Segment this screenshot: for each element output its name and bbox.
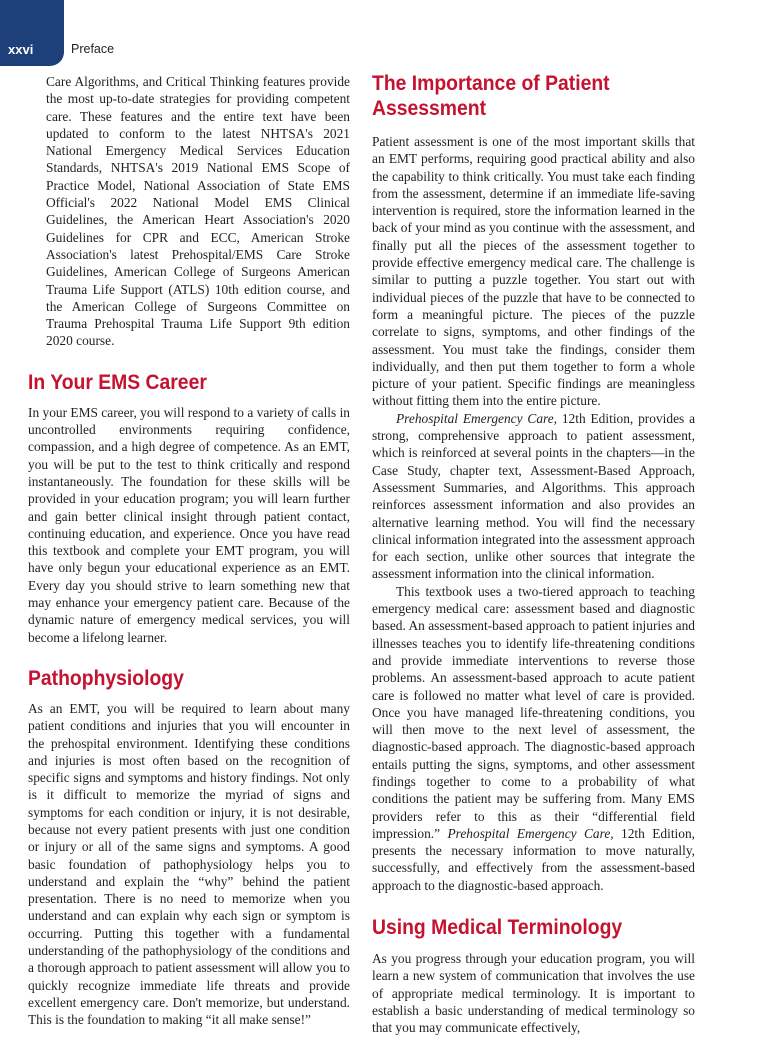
book-title: Prehospital Emergency Care, bbox=[447, 825, 614, 841]
section-heading-medical-terminology: Using Medical Terminology bbox=[372, 915, 623, 940]
left-column bbox=[28, 73, 350, 1029]
patient-assessment-paragraph-2 bbox=[372, 410, 695, 583]
ems-career-paragraph: In your EMS career, you will respond to a variety of calls in uncontrolled environments requiring confidence, compassion, and a high degree of competence. As an EMT, you will be put to the test to think critically and respond instantaneously. The foundation for these skills will be provided in your education program; you will learn further and gain better clinical insight through patient contact, continuing education, and experience. Once you have read this textbook and complete your EMT program, you will have only begun your educational experience as an EMT. Every day you should strive to learn something new that may enhance your emergency patient care. Because of the dynamic nature of emergency medical services, you will become a lifelong learner. bbox=[28, 404, 350, 645]
patient-assessment-paragraph-1: Patient assessment is one of the most important skills that an EMT performs, requiring good practical ability and also the capability to think critically. You must take each finding from the assessment, determine if an immediate life-saving intervention is required, store the information learned in the back of your mind as you continue with the assessment, and finally put all the pieces of the assessment together to provide effective emergency medical care. The challenge is similar to putting a puzzle together. You start out with individual pieces of the puzzle that have to be connected to form a meaningful picture. The pieces of the puzzle correlate to signs, symptoms, and other findings of the assessment. You must take the findings, consider them individually, and then put them together to form a whole picture of your patient. Specific findings are meaningless without fitting them into the entire picture. bbox=[372, 134, 695, 409]
running-head: Preface bbox=[71, 42, 115, 56]
section-heading-pathophysiology: Pathophysiology bbox=[28, 665, 184, 690]
section-heading-ems-career: In Your EMS Career bbox=[28, 369, 207, 394]
patient-assessment-paragraph-3 bbox=[372, 583, 695, 894]
section-heading-patient-assessment: The Importance of Patient Assessment bbox=[372, 71, 610, 120]
paragraph-text: 12th Edition, provides a strong, comprehensive approach to patient assessment, which is reinforced at several points in the chapters—in the Case Study, chapter text, Assessment-Based Approach, Assessment Summaries, and Algorithms. This approach reinforces assessment information and also provides an alternative learning method. You will find the necessary clinical information integrated into the assessment approach for each section, unlike other sources that integrate the assessment information into the clinical information. bbox=[372, 410, 696, 582]
intro-paragraph: Care Algorithms, and Critical Thinking features provide the most up-to-date strategies for providing competent care. These features and the entire text have been updated to conform to the latest NHTSA's 2021 National Emergency Medical Services Education Standards, NHTSA's 2019 National EMS Scope of Practice Model, National Association of State EMS Official's 2022 National Model EMS Clinical Guidelines, the American Heart Association's 2020 Guidelines for CPR and ECC, American Stroke Association's latest Prehospital/EMS Care Stroke Guidelines, American College of Surgeons American Trauma Life Support (ATLS) 10th edition course, and the American College of Surgeons Committee on Trauma Prehospital Trauma Life Support 9th edition 2020 course. bbox=[46, 74, 350, 349]
page-number: xxvi bbox=[8, 42, 34, 57]
book-title: Prehospital Emergency Care, bbox=[396, 410, 558, 426]
paragraph-text: 12th Edition, presents the necessary information to move naturally, successfully, and effectively from the assessment-based approach to the diagnostic-based approach. bbox=[372, 825, 696, 893]
right-column bbox=[372, 71, 695, 1037]
medical-terminology-paragraph: As you progress through your education program, you will learn a new system of communication that involves the use of appropriate medical terminology. It is important to establish a basic understanding of medical terminology so that you may communicate effectively, bbox=[372, 951, 695, 1036]
paragraph-text: This textbook uses a two-tiered approach to teaching emergency medical care: assessment based and diagnostic based. An assessment-based approach to patient injuries and illnesses teaches you to identify life-threatening conditions and provide immediate interventions to reverse those problems. An assessment-based approach to acute patient care is followed no matter what level of care is provided. Once you have managed life-threatening conditions, you will then move to the next level of assessment, the diagnostic-based approach. The diagnostic-based approach entails putting the signs, symptoms, and other assessment findings together to come to a probability of what conditions the patient may be suffering from. Many EMS providers refer to this as their “differential field impression.” bbox=[372, 583, 695, 841]
pathophysiology-paragraph: As an EMT, you will be required to learn about many patient conditions and injuries that you will encounter in the prehospital environment. Identifying these conditions and injuries is most often based on the recognition of specific signs and symptoms and history findings. Not only is it difficult to memorize the myriad of signs and symptoms for each condition or injury, it is not desirable, because not every patient presents with just one condition or injury or all of the same signs and symptoms. A good basic foundation of pathophysiology helps you to understand and explain the “why” behind the patient presentation. There is no need to memorize when you understand and can explain why each sign or symptom is occurring. Putting this together with a fundamental understanding of the pathophysiology of the conditions and a thorough approach to patient assessment will allow you to quickly recognize immediate life threats and provide excellent emergency care. Don't memorize, but understand. This is the foundation to making “it all make sense!” bbox=[28, 700, 350, 1028]
